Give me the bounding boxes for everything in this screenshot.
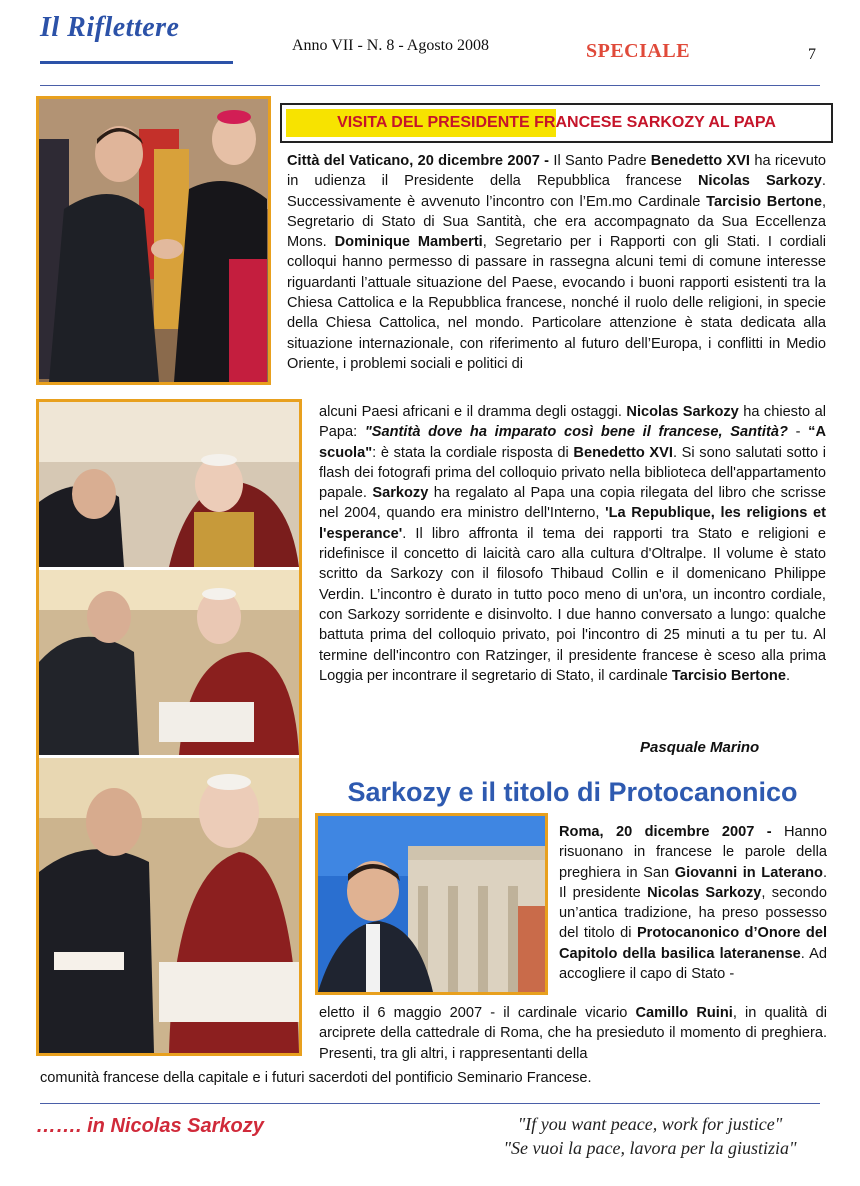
bold-run: Tarcisio Bertone	[671, 667, 786, 684]
footer-rule	[40, 1103, 820, 1104]
text-run: Hanno risuonano in francese le parole della preghiera in San	[559, 824, 827, 881]
bold-run: Benedetto XVI	[573, 444, 673, 461]
bold-run: Sarkozy	[372, 485, 429, 502]
text-run: . Si sono salutati sotto i flash dei fotografi prima del colloquio privato nella biblioteca dell'appartamento papale.	[319, 444, 826, 502]
article1-paragraph2	[319, 402, 826, 686]
text-run: : è stata la cordiale risposta di	[372, 444, 574, 461]
text-run: , secondo un’antica tradizione, ha preso possesso del titolo di	[559, 884, 827, 942]
text-run: ha ricevuto in udienza il Presidente della Repubblica francese	[287, 153, 827, 190]
text-run: . Il presidente	[559, 864, 827, 901]
text-run: alcuni Paesi africani e il dramma degli ostaggi.	[319, 404, 627, 420]
bold-run: Roma, 20 dicembre 2007 -	[559, 824, 784, 840]
text-run: . Il libro affronta il tema dei rapporti tra Stato e religioni e ridefinisce il concetto di laicità caro alla cultura d'Oltralpe. Il volume è stato scritto da Sarkozy con il filosofo Thibaud Collin e il domenicano Philippe Verdin. L’incontro è durato in tutto poco meno di un'ora, un incontro cordiale, con Sarkozy sorridente e disinvolto. I due hanno conversato a lungo: qualche battuta prima del colloquio privato, poi l'incontro di 25 minuti a tu per tu. Al termine dell'incontro con Ratzinger, il presidente francese è sceso alla prima Loggia per incontrare il segretario di Stato, il cardinale	[319, 525, 826, 684]
bold-run: Nicolas Sarkozy	[697, 173, 822, 190]
text-run: . Successivamente è avvenuto l’incontro con l’Em.mo Cardinale	[287, 173, 826, 210]
text-run: eletto il 6 maggio 2007 - il cardinale vicario	[319, 1005, 636, 1021]
masthead-logo: Il Riflettere	[40, 12, 180, 43]
bold-run: Giovanni in Laterano	[674, 864, 823, 881]
issue-info: Anno VII - N. 8 - Agosto 2008	[292, 37, 490, 54]
text-run: , in qualità di arciprete della cattedrale di Roma, che ha presieduto il momento di preghiera. Presenti, tra gli altri, i rappresentanti della	[319, 1005, 827, 1062]
bold-italic-run: "Santità dove ha imparato così bene il francese, Santità?	[364, 424, 788, 441]
article2-paragraph3	[40, 1068, 820, 1088]
photo-sarkozy-lateran	[315, 813, 548, 995]
text-run: . Ad accogliere il capo di Stato -	[559, 945, 828, 983]
bold-run: Nicolas Sarkozy	[626, 404, 739, 420]
author-signature: Pasquale Marino	[640, 739, 760, 756]
text-run: -	[787, 424, 809, 441]
quote-italian: "Se vuoi la pace, lavora per la giustizia"	[503, 1138, 797, 1158]
bold-run: 'La Republique, les religions et l'esperance'	[319, 505, 826, 542]
header-rule	[40, 85, 820, 86]
bold-run: Benedetto XVI	[650, 153, 750, 169]
photo-sarkozy-cardinal	[36, 96, 271, 385]
text-run: ha chiesto al Papa:	[319, 404, 826, 441]
bold-run: Protocanonico d’Onore del Capitolo della basilica lateranense	[559, 925, 827, 962]
bold-run: Città del Vaticano, 20 dicembre 2007 -	[287, 153, 554, 169]
masthead-underline	[40, 61, 233, 64]
text-run: , Segretario per i Rapporti con gli Stati. I cordiali colloqui hanno permesso di passare in rassegna alcuni temi di comune interesse riguardanti l’attuale situazione del Paese, evocando i buoni rapporti esistenti tra la Chiesa Cattolica e la Repubblica francese, nonché il ruolo delle religioni, in specie della Chiesa Cattolica, nel mondo. Particolare attenzione è stata dedicata alla situazione internazionale, con riferimento al futuro dell’Europa, i conflitti in Medio Oriente, i problemi sociali e politici di	[287, 234, 827, 372]
article1-paragraph1	[287, 151, 826, 374]
text-run: , Segretario di Stato di Sua Santità, che era accompagnato da Sua Eccellenza Mons.	[287, 193, 827, 251]
footer-tagline: ……. in Nicolas Sarkozy	[36, 1115, 264, 1137]
bold-run: Dominique Mamberti	[334, 234, 483, 251]
page-number: 7	[808, 46, 816, 63]
text-run: Il Santo Padre	[553, 153, 651, 169]
quote-english: "If you want peace, work for justice"	[517, 1114, 783, 1134]
text-run: ha regalato al Papa una copia rilegata del libro che scrisse nel 2004, quando era ministro dell'Interno,	[319, 485, 827, 522]
article2-paragraph2	[319, 1003, 827, 1064]
banner-title: VISITA DEL PRESIDENTE FRANCESE SARKOZY AL PAPA	[337, 114, 776, 131]
article-banner	[280, 103, 833, 143]
article2-title: Sarkozy e il titolo di Protocanonico	[347, 777, 798, 807]
bold-run: Camillo Ruini	[635, 1005, 733, 1021]
photo-sarkozy-pope-series	[36, 399, 302, 1056]
article2-paragraph1	[559, 822, 827, 984]
bold-run: “A scuola"	[319, 424, 826, 461]
text-run: comunità francese della capitale e i futuri sacerdoti del pontificio Seminario Francese.	[40, 1070, 592, 1086]
bold-run: Nicolas Sarkozy	[647, 884, 762, 901]
section-label: SPECIALE	[586, 40, 691, 62]
text-run: .	[785, 667, 791, 684]
bold-run: Tarcisio Bertone	[706, 193, 822, 210]
